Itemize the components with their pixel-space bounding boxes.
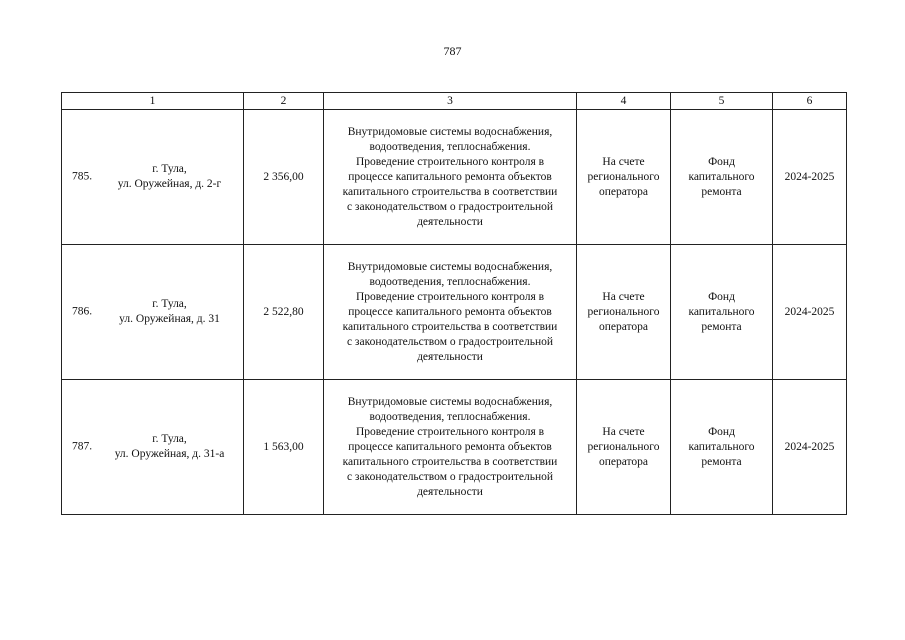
- work-line: водоотведения, теплоснабжения.: [369, 140, 531, 153]
- column-header: 4: [577, 93, 671, 110]
- address-cell: [62, 380, 244, 515]
- account-line: На счете: [602, 425, 645, 438]
- address-city: г. Тула,: [152, 163, 187, 175]
- row-number: 785.: [72, 170, 93, 183]
- row-number: 786.: [72, 305, 93, 318]
- work-line: водоотведения, теплоснабжения.: [369, 275, 531, 288]
- work-line: деятельности: [417, 350, 483, 363]
- work-line: с законодательством о градостроительной: [346, 470, 554, 483]
- column-header: 2: [244, 93, 324, 110]
- work-line: процессе капитального ремонта объектов: [348, 305, 552, 318]
- period-cell: 2024-2025: [773, 380, 847, 515]
- header-row: [62, 93, 847, 110]
- work-line: Проведение строительного контроля в: [355, 425, 545, 438]
- area-cell: 2 356,00: [244, 110, 324, 245]
- area-cell: 1 563,00: [244, 380, 324, 515]
- area-cell: 2 522,80: [244, 245, 324, 380]
- work-line: с законодательством о градостроительной: [346, 335, 554, 348]
- account-line: На счете: [602, 155, 645, 168]
- address-city: г. Тула,: [152, 298, 187, 310]
- address-street: ул. Оружейная, д. 31: [119, 313, 220, 325]
- row-number: 787.: [72, 440, 93, 453]
- work-line: процессе капитального ремонта объектов: [348, 440, 552, 453]
- table-row: [62, 110, 847, 245]
- page-number: 787: [443, 44, 462, 58]
- address-cell: [62, 245, 244, 380]
- fund-cell: [671, 245, 773, 380]
- account-line: оператора: [598, 320, 649, 333]
- fund-line: Фонд: [708, 155, 735, 168]
- address-city: г. Тула,: [152, 433, 187, 445]
- fund-line: Фонд: [708, 290, 735, 303]
- work-line: Внутридомовые системы водоснабжения,: [347, 395, 553, 408]
- fund-line: капитального: [688, 440, 755, 453]
- account-cell: [577, 110, 671, 245]
- address-street: ул. Оружейная, д. 31-а: [114, 448, 225, 460]
- account-cell: [577, 380, 671, 515]
- work-line: Внутридомовые системы водоснабжения,: [347, 125, 553, 138]
- column-header: 1: [62, 93, 244, 110]
- work-line: деятельности: [417, 215, 483, 228]
- address: [102, 297, 237, 327]
- address-cell: [62, 110, 244, 245]
- work-line: капитального строительства в соответствии: [342, 320, 558, 333]
- account-line: оператора: [598, 185, 649, 198]
- fund-line: ремонта: [701, 185, 742, 198]
- work-description-cell: [324, 245, 577, 380]
- work-description-cell: [324, 380, 577, 515]
- fund-line: капитального: [688, 305, 755, 318]
- table-row: [62, 380, 847, 515]
- fund-line: Фонд: [708, 425, 735, 438]
- column-header: 3: [324, 93, 577, 110]
- account-line: регионального: [587, 440, 660, 453]
- table-row: [62, 245, 847, 380]
- work-line: капитального строительства в соответствии: [342, 185, 558, 198]
- account-line: На счете: [602, 290, 645, 303]
- fund-line: ремонта: [701, 455, 742, 468]
- period-cell: 2024-2025: [773, 245, 847, 380]
- account-line: регионального: [587, 305, 660, 318]
- period-cell: 2024-2025: [773, 110, 847, 245]
- work-line: Проведение строительного контроля в: [355, 290, 545, 303]
- fund-line: ремонта: [701, 320, 742, 333]
- registry-table: [61, 92, 847, 515]
- address: [102, 432, 237, 462]
- work-line: с законодательством о градостроительной: [346, 200, 554, 213]
- account-cell: [577, 245, 671, 380]
- fund-cell: [671, 380, 773, 515]
- address: [102, 162, 237, 192]
- fund-line: капитального: [688, 170, 755, 183]
- work-line: деятельности: [417, 485, 483, 498]
- account-line: оператора: [598, 455, 649, 468]
- work-description-cell: [324, 110, 577, 245]
- fund-cell: [671, 110, 773, 245]
- work-line: Внутридомовые системы водоснабжения,: [347, 260, 553, 273]
- work-line: капитального строительства в соответствии: [342, 455, 558, 468]
- account-line: регионального: [587, 170, 660, 183]
- column-header: 5: [671, 93, 773, 110]
- work-line: процессе капитального ремонта объектов: [348, 170, 552, 183]
- column-header: 6: [773, 93, 847, 110]
- address-street: ул. Оружейная, д. 2-г: [117, 178, 222, 190]
- work-line: Проведение строительного контроля в: [355, 155, 545, 168]
- work-line: водоотведения, теплоснабжения.: [369, 410, 531, 423]
